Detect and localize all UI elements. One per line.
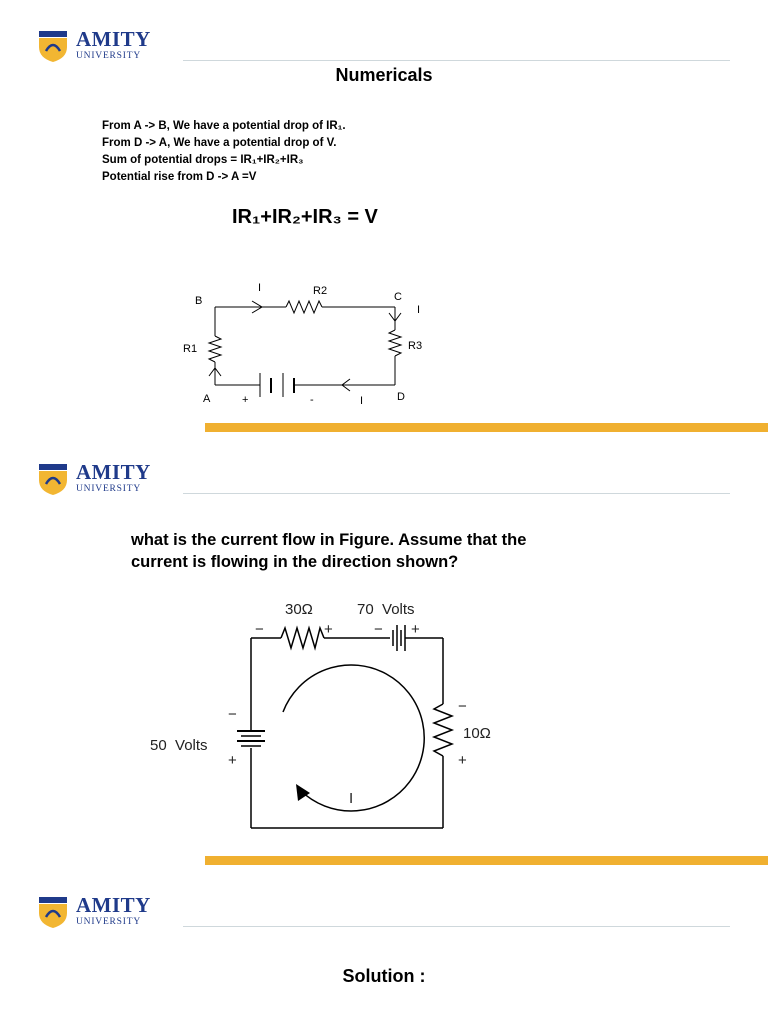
text-line-1: From A -> B, We have a potential drop of IR₁. [102,120,346,132]
current-arrowhead [296,784,310,801]
text-line-3: Sum of potential drops = IR₁+IR₂+IR₃ [102,154,304,166]
resistor-10-label: 10Ω [463,725,491,742]
text-line-4: Potential rise from D -> A =V [102,171,257,183]
question-line-2: current is flowing in the direction shown? [131,553,459,571]
node-a-label: A [203,393,211,405]
battery-50-label: 50 Volts [150,737,208,754]
b50-plus-sign: + [228,752,237,769]
battery-70-label: 70 Volts [357,601,415,618]
logo-name: AMITY [76,460,151,484]
node-b-label: B [195,295,203,307]
main-equation: IR₁+IR₂+IR₃ = V [232,206,378,228]
r3-label: R3 [408,340,423,352]
battery-minus-label: - [310,394,314,406]
header-divider [183,926,730,927]
current-label: I [349,790,354,807]
battery-plus-label: + [242,394,249,406]
current-label-right: I [417,304,421,316]
node-c-label: C [394,291,402,303]
slide-divider-bar [205,856,768,865]
logo-name: AMITY [76,27,151,51]
r10-minus-sign: − [458,698,467,715]
b70-plus-sign: + [411,621,420,638]
b50-minus-sign: − [228,706,237,723]
question-line-1: what is the current flow in Figure. Assume that the [131,531,527,549]
current-label-bottom: I [360,395,364,407]
amity-logo [36,895,176,931]
r30-plus-sign: + [324,621,333,638]
r30-minus-sign: − [255,621,264,638]
logo-subtitle: UNIVERSITY [76,917,141,927]
logo-subtitle: UNIVERSITY [76,51,141,61]
amity-shield-icon [36,895,70,929]
logo-subtitle: UNIVERSITY [76,484,141,494]
node-d-label: D [397,391,405,403]
logo-name: AMITY [76,893,151,917]
text-line-2: From D -> A, We have a potential drop of V. [102,137,337,149]
b70-minus-sign: − [374,621,383,638]
solution-title: Solution : [342,966,426,986]
r1-label: R1 [183,343,198,355]
slide-title: Numericals [335,65,433,85]
r2-label: R2 [313,285,328,297]
slide-3 [0,880,768,1024]
resistor-30-label: 30Ω [285,601,313,618]
current-label-top: I [258,282,262,294]
r10-plus-sign: + [458,752,467,769]
